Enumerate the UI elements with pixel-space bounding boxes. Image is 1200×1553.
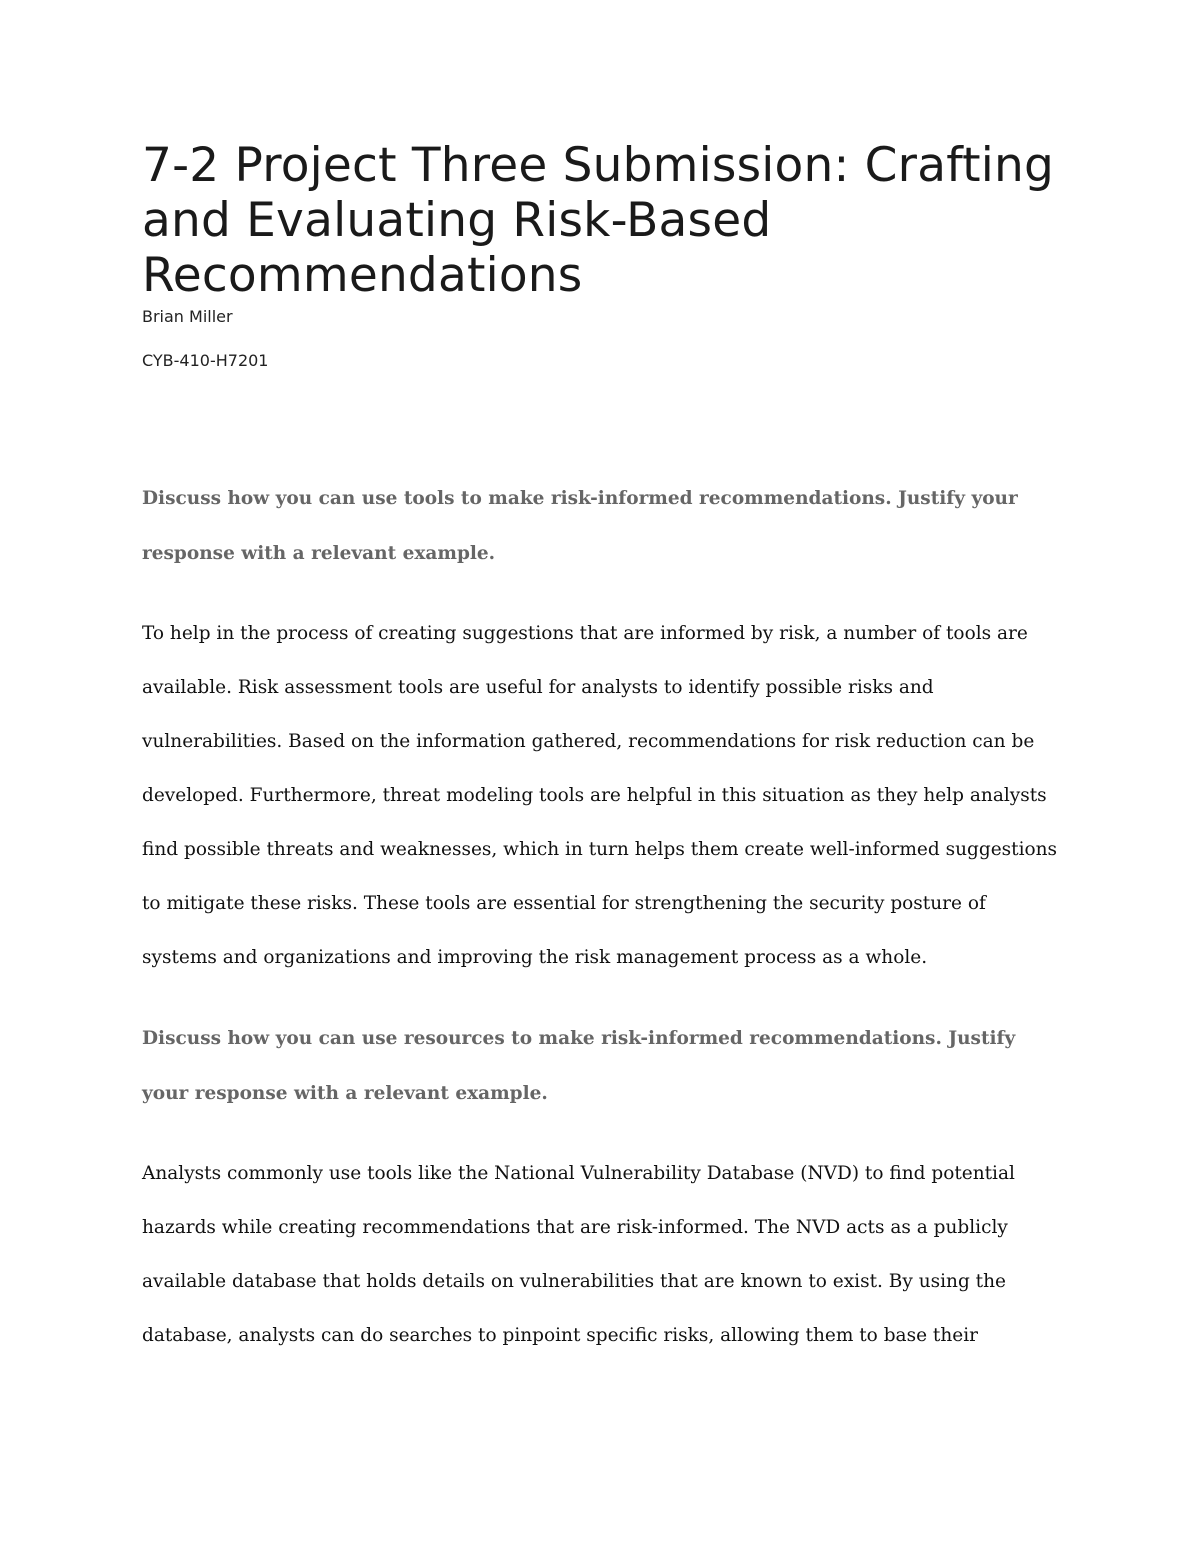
document-title: 7-2 Project Three Submission: Crafting and Evaluating Risk-Based Recommendations: [142, 138, 1055, 303]
question-1: Discuss how you can use tools to make risk-informed recommendations. Justify your response with a relevant example.: [142, 488, 1018, 564]
author-name: Brian Miller: [142, 307, 233, 326]
course-code: CYB-410-H7201: [142, 351, 269, 370]
answer-2: Analysts commonly use tools like the National Vulnerability Database (NVD) to find potential hazards while creating recommendations that are risk-informed. The NVD acts as a publicly available database that holds details on vulnerabilities that are known to exist. By using the database, analysts can do searches to pinpoint specific risks, allowing them to base their: [142, 1163, 1015, 1346]
document-body: [142, 138, 1062, 1363]
question-2: Discuss how you can use resources to make risk-informed recommendations. Justify your response with a relevant example.: [142, 1028, 1016, 1104]
answer-1: To help in the process of creating suggestions that are informed by risk, a number of tools are available. Risk assessment tools are useful for analysts to identify possible risks and vulnerabilities. Based on the information gathered, recommendations for risk reduction can be developed. Furthermore, threat modeling tools are helpful in this situation as they help analysts find possible threats and weaknesses, which in turn helps them create well-informed suggestions to mitigate these risks. These tools are essential for strengthening the security posture of systems and organizations and improving the risk management process as a whole.: [142, 623, 1058, 968]
